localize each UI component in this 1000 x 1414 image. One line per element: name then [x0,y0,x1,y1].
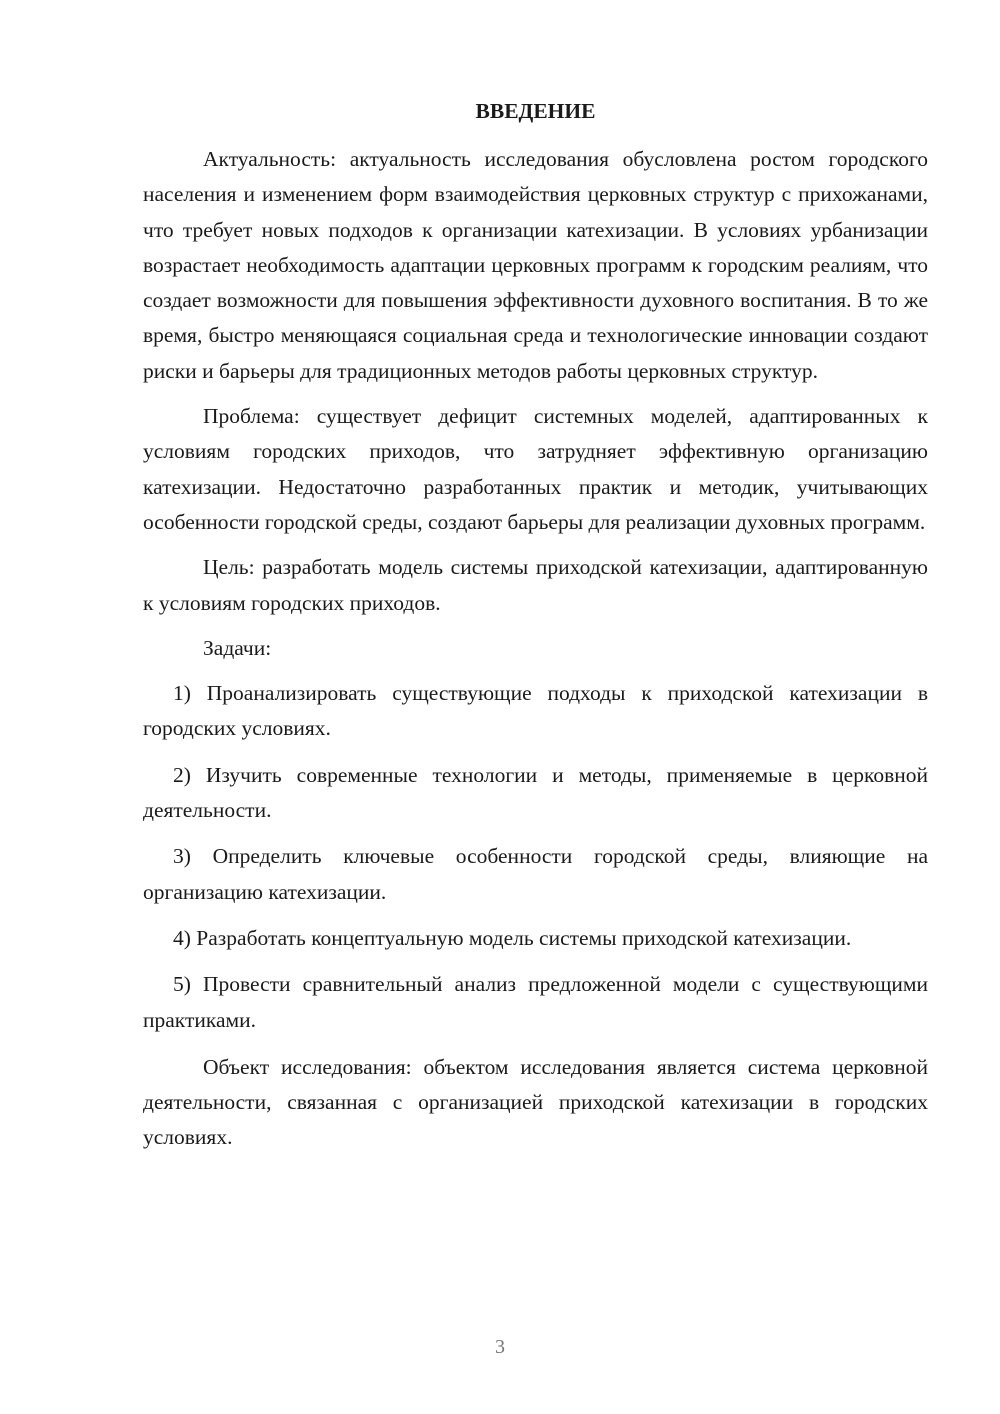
object-paragraph: Объект исследования: объектом исследования является система церковной деятельности, связанная с организацией приходской катехизации в городских условиях. [143,1054,928,1150]
task-item-3: 3) Определить ключевые особенности городской среды, влияющие на организацию катехизации. [143,844,928,904]
relevance-paragraph: Актуальность: актуальность исследования обусловлена ростом городского населения и изменением форм взаимодействия церковных структур с прихожанами, что требует новых подходов к организации катехизации. В условиях урбанизации возрастает необходимость адаптации церковных программ к городским реалиям, что создает возможности для повышения эффективности духовного воспитания. В то же время, быстро меняющаяся социальная среда и технологические инновации создают риски и барьеры для традиционных методов работы церковных структур. [143,147,928,383]
page-body [143,96,928,1156]
page-number: 3 [495,1336,505,1358]
task-item-5: 5) Провести сравнительный анализ предложенной модели с существующими практиками. [143,972,928,1032]
task-item-1: 1) Проанализировать существующие подходы к приходской катехизации в городских условиях. [143,681,928,741]
problem-paragraph: Проблема: существует дефицит системных моделей, адаптированных к условиям городских приходов, что затрудняет эффективную организацию катехизации. Недостаточно разработанных практик и методик, учитывающих особенности городской среды, создают барьеры для реализации духовных программ. [143,404,928,534]
goal-paragraph: Цель: разработать модель системы приходской катехизации, адаптированную к условиям городских приходов. [143,555,928,615]
task-item-4: 4) Разработать концептуальную модель системы приходской катехизации. [173,925,852,950]
section-title: ВВЕДЕНИЕ [475,99,596,123]
task-item-2: 2) Изучить современные технологии и методы, применяемые в церковной деятельности. [143,762,928,823]
tasks-heading: Задачи: [203,635,272,660]
